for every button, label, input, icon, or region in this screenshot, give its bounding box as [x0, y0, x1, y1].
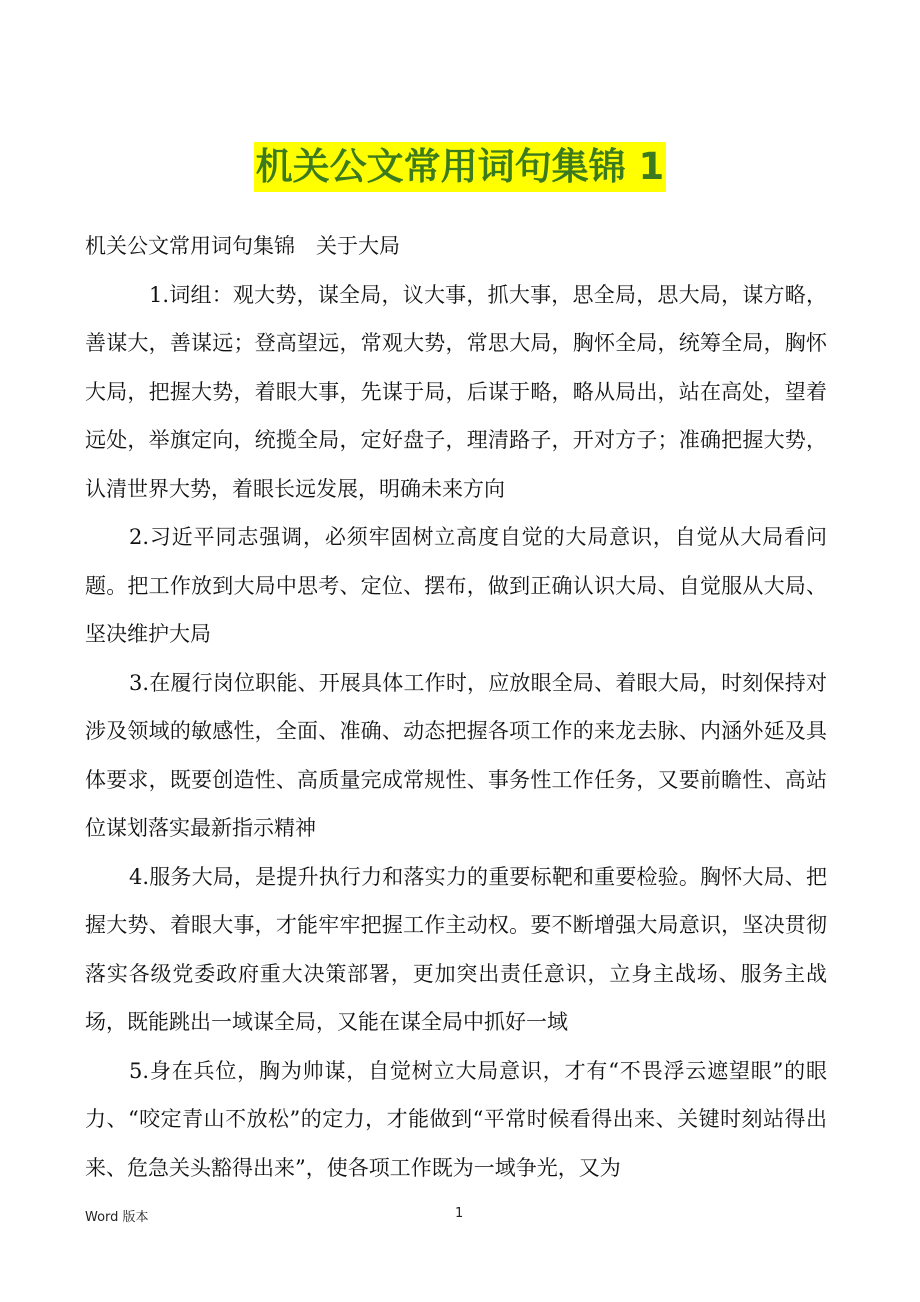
page-title: 机关公文常用词句集锦 1: [254, 142, 667, 192]
paragraph-5: 5.身在兵位，胸为帅谋，自觉树立大局意识，才有“不畏浮云遮望眼”的眼力、“咬定青山不放松”的定力，才能做到“平常时候看得出来、关键时刻站得出来、危急关头豁得出来”，使各项工作既为一域争光，又为: [85, 1058, 827, 1180]
footer-page-number: 1: [455, 1206, 464, 1221]
paragraph-2: 2.习近平同志强调，必须牢固树立高度自觉的大局意识，自觉从大局看问题。把工作放到大局中思考、定位、摆布，做到正确认识大局、自觉服从大局、坚决维护大局: [85, 525, 827, 646]
paragraph-1: 1.词组：观大势，谋全局，议大事，抓大事，思全局，思大局，谋方略，善谋大，善谋远；登高望远，常观大势，常思大局，胸怀全局，统筹全局，胸怀大局，把握大势，着眼大事，先谋于局，后谋于略，略从局出，站在高处，望着远处，举旗定向，统揽全局，定好盘子，理清路子，开对方子；准确把握大势，认清世界大势，着眼长远发展，明确未来方向: [85, 282, 827, 501]
footer-label: Word 版本: [85, 1210, 149, 1225]
document-body: [85, 222, 827, 1192]
paragraph-4: 4.服务大局，是提升执行力和落实力的重要标靶和重要检验。胸怀大局、把握大势、着眼大事，才能牢牢把握工作主动权。要不断增强大局意识，坚决贯彻落实各级党委政府重大决策部署，更加突出责任意识，立身主战场、服务主战场，既能跳出一域谋全局，又能在谋全局中抓好一域: [85, 864, 827, 1034]
document-subtitle: 机关公文常用词句集锦 关于大局: [85, 234, 400, 258]
title-container: [0, 142, 920, 192]
paragraph-3: 3.在履行岗位职能、开展具体工作时，应放眼全局、着眼大局，时刻保持对涉及领域的敏感性，全面、准确、动态把握各项工作的来龙去脉、内涵外延及具体要求，既要创造性、高质量完成常规性、事务性工作任务，又要前瞻性、高站位谋划落实最新指示精神: [85, 670, 827, 840]
